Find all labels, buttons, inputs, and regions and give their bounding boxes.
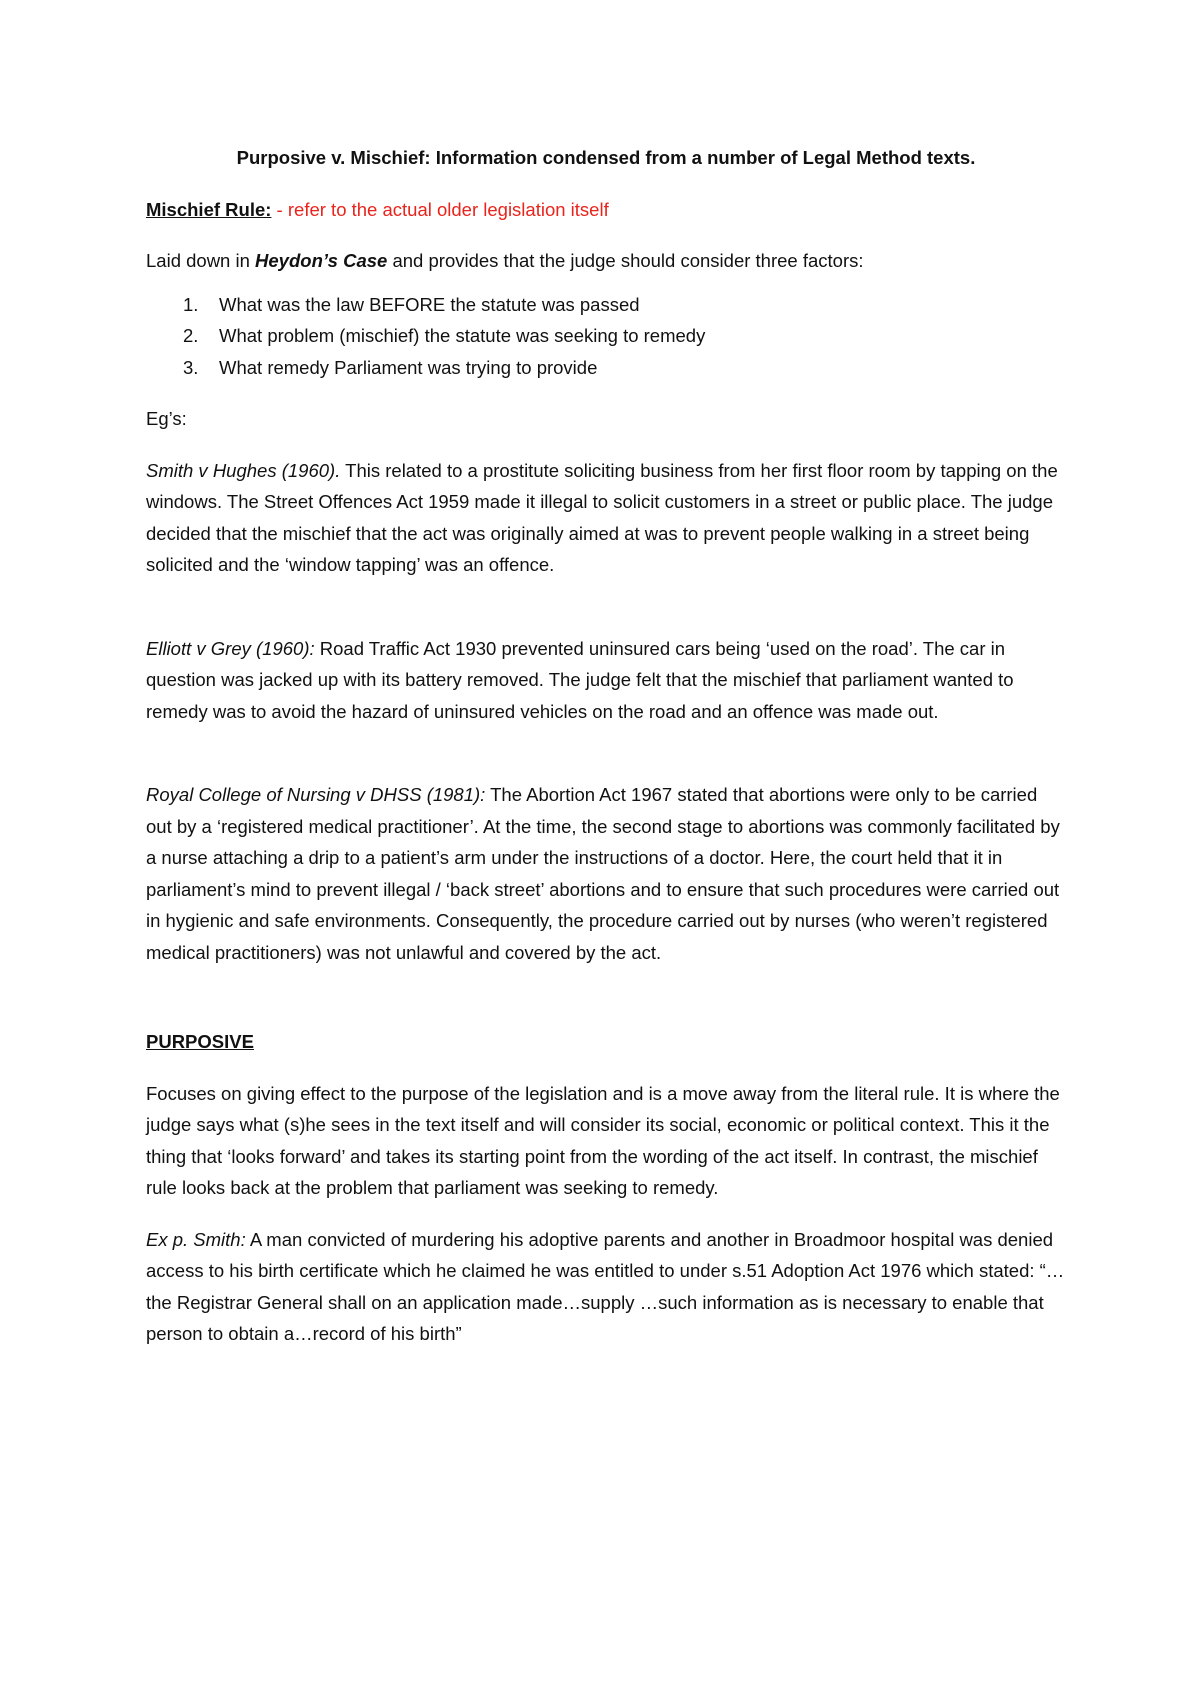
mischief-heading-line — [146, 194, 1066, 226]
case-text: This related to a prostitute soliciting business from her first floor room by tapping on the windows. The Street Offences Act 1959 made it illegal to solicit customers in a street or public place. The judge decided that the mischief that the act was originally aimed at was to prevent people walking in a street being solicited and the ‘window tapping’ was an offence. — [146, 459, 1058, 575]
page-title: Purposive v. Mischief: Information condensed from a number of Legal Method texts. — [236, 147, 976, 168]
list-item-text: What problem (mischief) the statute was seeking to remedy — [219, 325, 706, 346]
case-text: The Abortion Act 1967 stated that abortions were only to be carried out by a ‘registered medical practitioner’. At the time, the second stage to abortions was commonly facilitated by a nurse attaching a drip to a patient’s arm under the instructions of a doctor. Here, the court held that it in parliament’s mind to prevent illegal / ‘back street’ abortions and to ensure that such procedures were carried out in hygienic and safe environments. Consequently, the procedure carried out by nurses (who weren’t registered medical practitioners) was not unlawful and covered by the act. — [146, 784, 1060, 963]
purposive-heading-line — [146, 1026, 1066, 1058]
mischief-rule-heading: Mischief Rule: — [146, 198, 272, 220]
case-text: A man convicted of murdering his adoptive parents and another in Broadmoor hospital was denied access to his birth certificate which he claimed he was entitled to under s.51 Adoption Act 1976 which stated: “… the Registrar General shall on an application made…supply …such information as is necessary to enable that person to obtain a…record of his birth” — [146, 1228, 1065, 1344]
mischief-dash: - — [271, 198, 288, 220]
list-item — [146, 320, 1066, 352]
heydons-case: Heydon’s Case — [255, 250, 388, 271]
case-name: Royal College of Nursing v DHSS (1981): — [146, 784, 486, 805]
examples-label: Eg’s: — [146, 408, 187, 429]
list-item — [146, 289, 1066, 321]
mischief-intro — [146, 245, 1066, 277]
mischief-note: refer to the actual older legislation itself — [287, 198, 609, 220]
list-number: 3. — [183, 356, 199, 378]
factors-list — [146, 289, 1066, 384]
list-item-text: What remedy Parliament was trying to provide — [219, 356, 598, 378]
list-number: 1. — [183, 293, 199, 315]
list-item-text: What was the law BEFORE the statute was passed — [219, 293, 640, 315]
intro-text-after: and provides that the judge should consider three factors: — [387, 250, 864, 271]
intro-text-before: Laid down in — [146, 250, 256, 271]
case-name: Ex p. Smith: — [146, 1228, 246, 1250]
example-rcn-v-dhss — [146, 779, 1066, 968]
example-elliott-v-grey — [146, 633, 1066, 728]
purposive-description: Focuses on giving effect to the purpose of the legislation and is a move away from the literal rule. It is where the judge says what (s)he sees in the text itself and will consider its social, economic or political context. This it the thing that ‘looks forward’ and takes its starting point from the wording of the act itself. In contrast, the mischief rule looks back at the problem that parliament was seeking to remedy. — [146, 1082, 1060, 1198]
purposive-heading: PURPOSIVE — [146, 1031, 254, 1052]
case-text: Road Traffic Act 1930 prevented uninsured cars being ‘used on the road’. The car in question was jacked up with its battery removed. The judge felt that the mischief that parliament wanted to remedy was to avoid the hazard of uninsured vehicles on the road and an offence was made out. — [146, 637, 1014, 722]
example-smith-v-hughes — [146, 455, 1066, 581]
case-name: Smith v Hughes (1960). — [146, 459, 341, 481]
list-number: 2. — [183, 325, 199, 346]
case-name: Elliott v Grey (1960): — [146, 637, 315, 659]
list-item — [146, 352, 1066, 384]
example-ex-p-smith — [146, 1224, 1066, 1350]
document-body — [146, 142, 1066, 1350]
